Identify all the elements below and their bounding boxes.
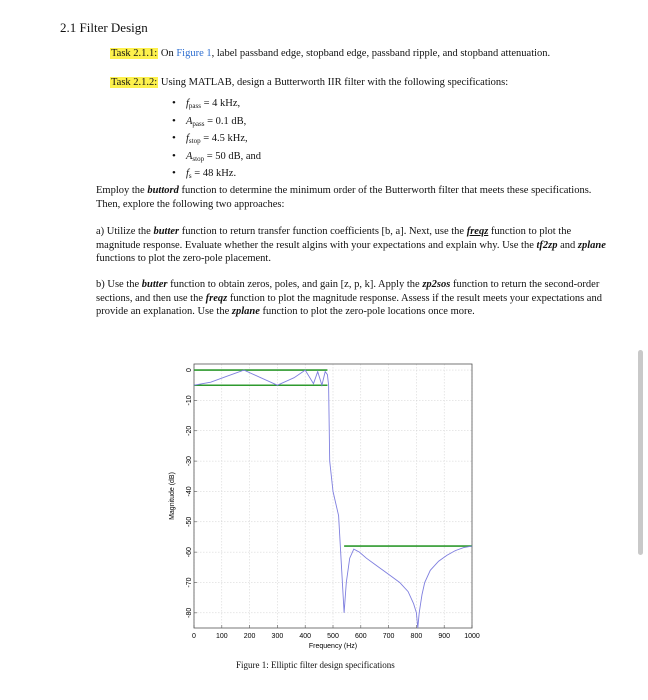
figure-1	[160, 360, 500, 670]
x-tick-label: 100	[215, 633, 228, 640]
task-text: , label passband edge, stopband edge, passband ripple, and stopband attenuation.	[211, 48, 551, 59]
function-name: freqz	[466, 226, 489, 237]
y-tick-label: -80	[185, 607, 193, 618]
y-tick-label: -20	[185, 425, 193, 436]
paragraph-buttord: Employ the buttord function to determine the minimum order of the Butterworth filter that meets these specifications. Then, explore the following two approaches:	[96, 185, 592, 210]
y-axis-label: Magnitude (dB)	[169, 472, 176, 520]
function-name: zplane	[231, 306, 260, 317]
x-tick-label: 300	[271, 633, 284, 640]
x-axis-label: Frequency (Hz)	[308, 643, 358, 650]
figure-link[interactable]: Figure 1	[176, 48, 212, 59]
y-tick-label: -10	[185, 395, 193, 406]
function-name: butter	[141, 279, 168, 290]
x-tick-label: 0	[192, 633, 196, 640]
y-tick-label: -60	[185, 547, 193, 558]
x-tick-label: 200	[243, 633, 256, 640]
spec-item: • $f_{stop} = 4.5$ kHz,	[172, 130, 261, 148]
spec-item: • $f_s = 48$ kHz.	[172, 165, 261, 183]
x-tick-label: 400	[299, 633, 312, 640]
spec-item: • $A_{stop} = 50$ dB, and	[172, 148, 261, 166]
spec-list	[172, 95, 261, 183]
y-tick-label: -30	[185, 456, 193, 467]
section-heading: 2.1 Filter Design	[60, 20, 148, 35]
y-tick-label: -50	[185, 516, 193, 527]
function-name: tf2zp	[536, 239, 558, 251]
task-2-1-1	[110, 47, 550, 61]
function-name: zp2sos	[422, 279, 451, 290]
task-text: On	[158, 48, 177, 59]
y-tick-label: -40	[185, 486, 193, 497]
paragraph-approach-a: a) Utilize the butter function to return transfer function coefficients [b, a]. Next, use the freqz function to plot the magnitude response. Evaluate whether the result algins with your expectations and explain why. Use the tf2zp and zplane functions to plot the zero-pole placement.	[96, 226, 606, 264]
spec-item: • $A_{pass} = 0.1$ dB,	[172, 113, 261, 131]
task-text: Using MATLAB, design a Butterworth IIR filter with the following specifications:	[158, 77, 509, 88]
x-tick-label: 1000	[464, 633, 480, 640]
x-tick-label: 700	[382, 633, 395, 640]
y-tick-label: -70	[185, 577, 193, 588]
x-tick-label: 800	[410, 633, 423, 640]
x-tick-label: 900	[438, 633, 451, 640]
figure-caption: Figure 1: Elliptic filter design specifications	[236, 660, 395, 670]
function-name: buttord	[147, 185, 179, 196]
grid-lines	[194, 364, 472, 628]
magnitude-chart	[160, 360, 500, 660]
function-name: butter	[153, 226, 180, 237]
function-name: zplane	[577, 239, 606, 251]
paragraph-approach-b: b) Use the butter function to obtain zeros, poles, and gain [z, p, k]. Apply the zp2sos function to return the second-order sections, and then use the freqz function to plot the magnitude response. Assess if the result meets your expectations and provide an explanation. Use the zplane function to plot the zero-pole locations once more.	[96, 279, 602, 317]
task-2-1-2	[110, 76, 508, 90]
x-tick-label: 600	[354, 633, 367, 640]
function-name: freqz	[205, 292, 228, 304]
spec-item: • $f_{pass} = 4$ kHz,	[172, 95, 261, 113]
task-tag-highlight: Task 2.1.2:	[111, 77, 158, 88]
task-tag-highlight: Task 2.1.1:	[111, 48, 158, 59]
x-tick-label: 500	[327, 633, 339, 640]
scrollbar-thumb[interactable]	[638, 350, 643, 555]
y-tick-label: 0	[185, 368, 193, 373]
